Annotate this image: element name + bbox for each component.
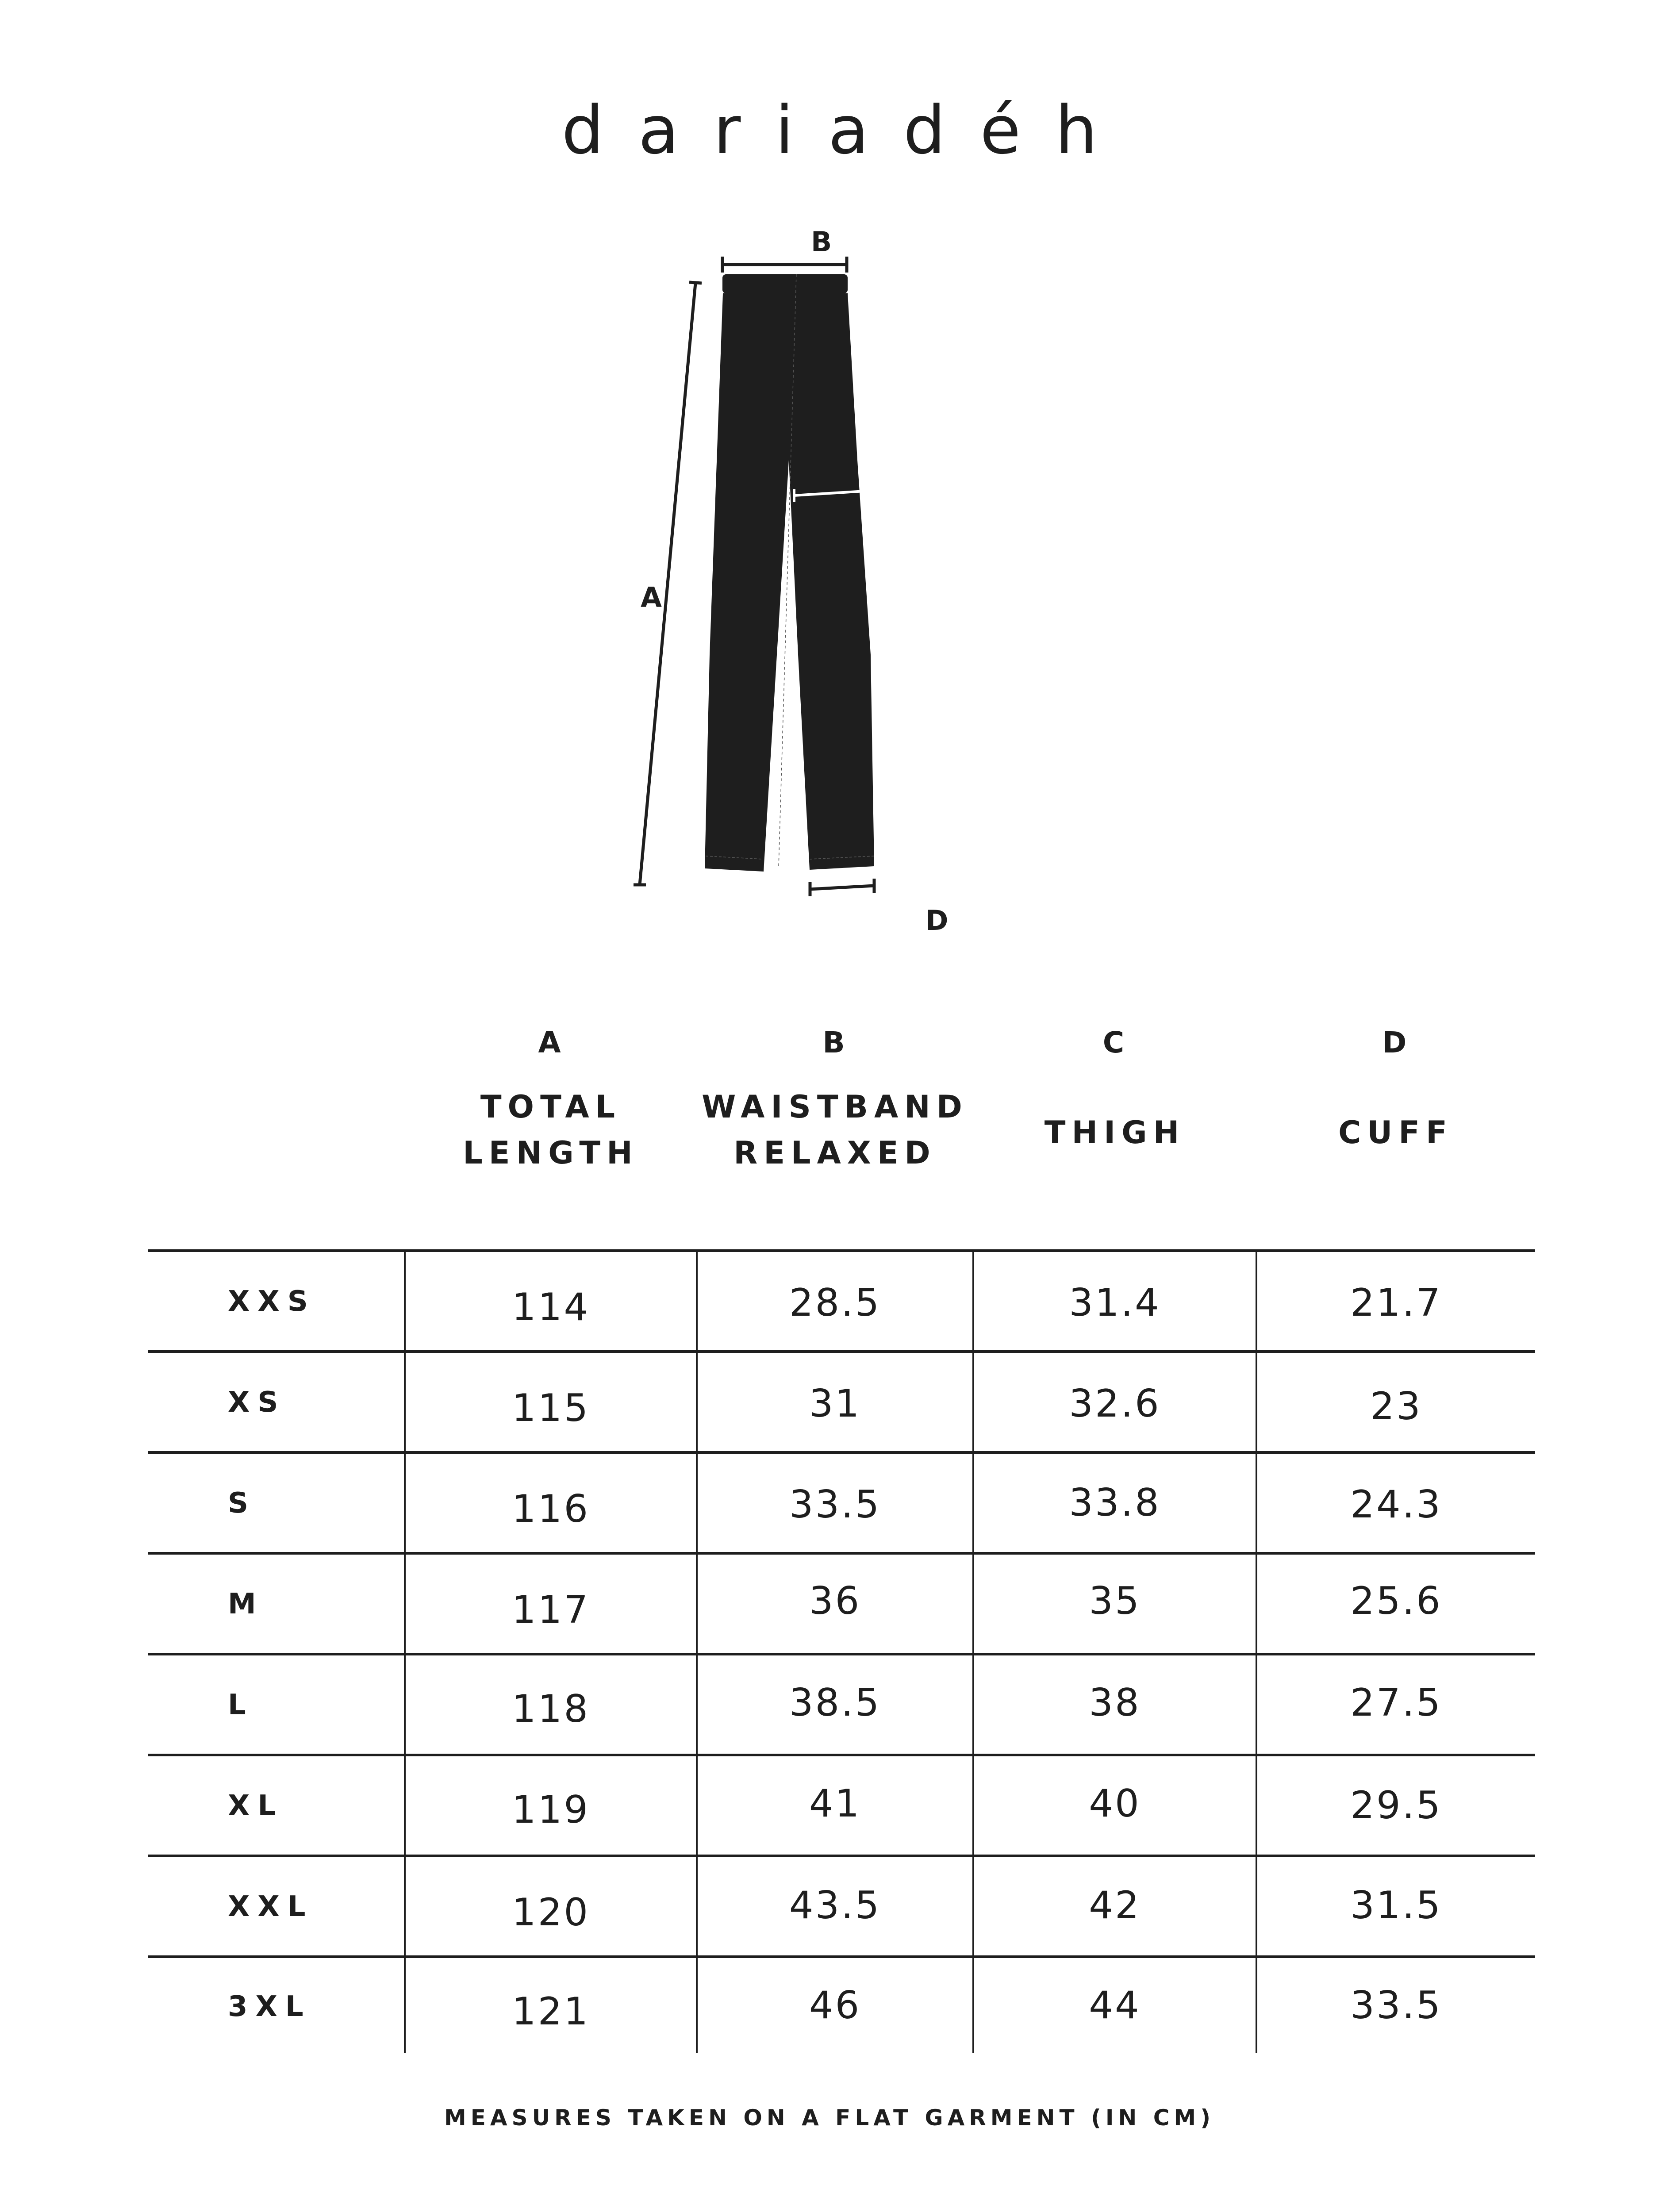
label-d: D <box>926 904 949 937</box>
measure-line-d <box>810 879 874 896</box>
size-label: XS <box>228 1386 286 1419</box>
value-waistband: 28.5 <box>789 1281 881 1325</box>
value-total-length: 121 <box>511 1989 590 2034</box>
value-total-length: 119 <box>511 1788 590 1832</box>
column-label-line2: LENGTH <box>463 1135 639 1171</box>
size-label: XXS <box>228 1285 316 1318</box>
value-cuff: 33.5 <box>1350 1983 1442 2028</box>
value-cuff: 25.6 <box>1350 1579 1442 1623</box>
value-cuff: 21.7 <box>1350 1281 1442 1325</box>
column-divider <box>696 1252 698 2053</box>
column-letter: A <box>538 1025 564 1060</box>
table-divider <box>148 1249 1535 1252</box>
table-divider <box>148 1350 1535 1353</box>
column-header-total-length <box>405 1025 697 1202</box>
value-thigh: 32.6 <box>1069 1382 1161 1426</box>
value-thigh: 35 <box>1089 1579 1141 1623</box>
value-cuff: 27.5 <box>1350 1681 1442 1725</box>
column-header-waistband-relaxed <box>697 1025 973 1202</box>
value-waistband: 33.5 <box>789 1482 881 1527</box>
value-waistband: 43.5 <box>789 1883 881 1928</box>
size-label: XXL <box>228 1890 314 1923</box>
table-divider <box>148 1653 1535 1655</box>
value-thigh: 31.4 <box>1069 1281 1161 1325</box>
value-cuff: 31.5 <box>1350 1883 1442 1928</box>
table-divider <box>148 1451 1535 1454</box>
size-label: M <box>228 1588 264 1621</box>
value-total-length: 115 <box>511 1386 590 1430</box>
size-label: L <box>228 1689 254 1721</box>
table-divider <box>148 1955 1535 1958</box>
label-b: B <box>811 226 832 258</box>
value-total-length: 114 <box>511 1285 590 1329</box>
value-thigh: 40 <box>1089 1782 1141 1826</box>
value-waistband: 38.5 <box>789 1681 881 1725</box>
value-total-length: 120 <box>511 1890 590 1935</box>
size-label: XL <box>228 1790 284 1822</box>
value-thigh: 42 <box>1089 1883 1141 1928</box>
value-waistband: 36 <box>809 1579 861 1623</box>
column-header-cuff <box>1256 1025 1535 1202</box>
value-waistband: 41 <box>809 1782 861 1826</box>
column-letter: B <box>822 1025 848 1060</box>
pants-illustration-icon <box>611 212 1053 964</box>
column-label-line1: TOTAL <box>480 1089 622 1125</box>
value-cuff: 29.5 <box>1350 1783 1442 1828</box>
value-cuff: 24.3 <box>1350 1482 1442 1527</box>
measurement-note: MEASURES TAKEN ON A FLAT GARMENT (IN CM) <box>444 2105 1215 2131</box>
column-header-thigh <box>973 1025 1256 1202</box>
brand-logo: dariadéh <box>561 92 1132 169</box>
column-label-line2: RELAXED <box>733 1135 937 1171</box>
size-label: S <box>228 1487 257 1520</box>
column-divider <box>1256 1252 1257 2053</box>
table-divider <box>148 1855 1535 1857</box>
value-total-length: 116 <box>511 1487 590 1531</box>
column-divider <box>972 1252 974 2053</box>
table-divider <box>148 1754 1535 1756</box>
column-label-line1: THIGH <box>1044 1114 1186 1151</box>
label-c: C <box>878 449 899 481</box>
table-divider <box>148 1552 1535 1555</box>
value-total-length: 118 <box>511 1687 590 1731</box>
measure-line-b <box>722 257 847 273</box>
column-divider <box>404 1252 406 2053</box>
label-a: A <box>641 581 662 614</box>
value-thigh: 38 <box>1089 1681 1141 1725</box>
column-letter: D <box>1382 1025 1409 1060</box>
value-cuff: 23 <box>1370 1384 1422 1429</box>
column-label-line1: WAISTBAND <box>702 1089 968 1125</box>
value-waistband: 46 <box>809 1983 861 2028</box>
column-label-line1: CUFF <box>1338 1114 1453 1151</box>
value-waistband: 31 <box>809 1382 861 1426</box>
value-thigh: 44 <box>1089 1983 1141 2028</box>
pants-diagram <box>611 212 1053 964</box>
value-thigh: 33.8 <box>1069 1481 1161 1525</box>
column-letter: C <box>1102 1025 1127 1060</box>
size-label: 3XL <box>228 1990 311 2023</box>
value-total-length: 117 <box>511 1588 590 1632</box>
